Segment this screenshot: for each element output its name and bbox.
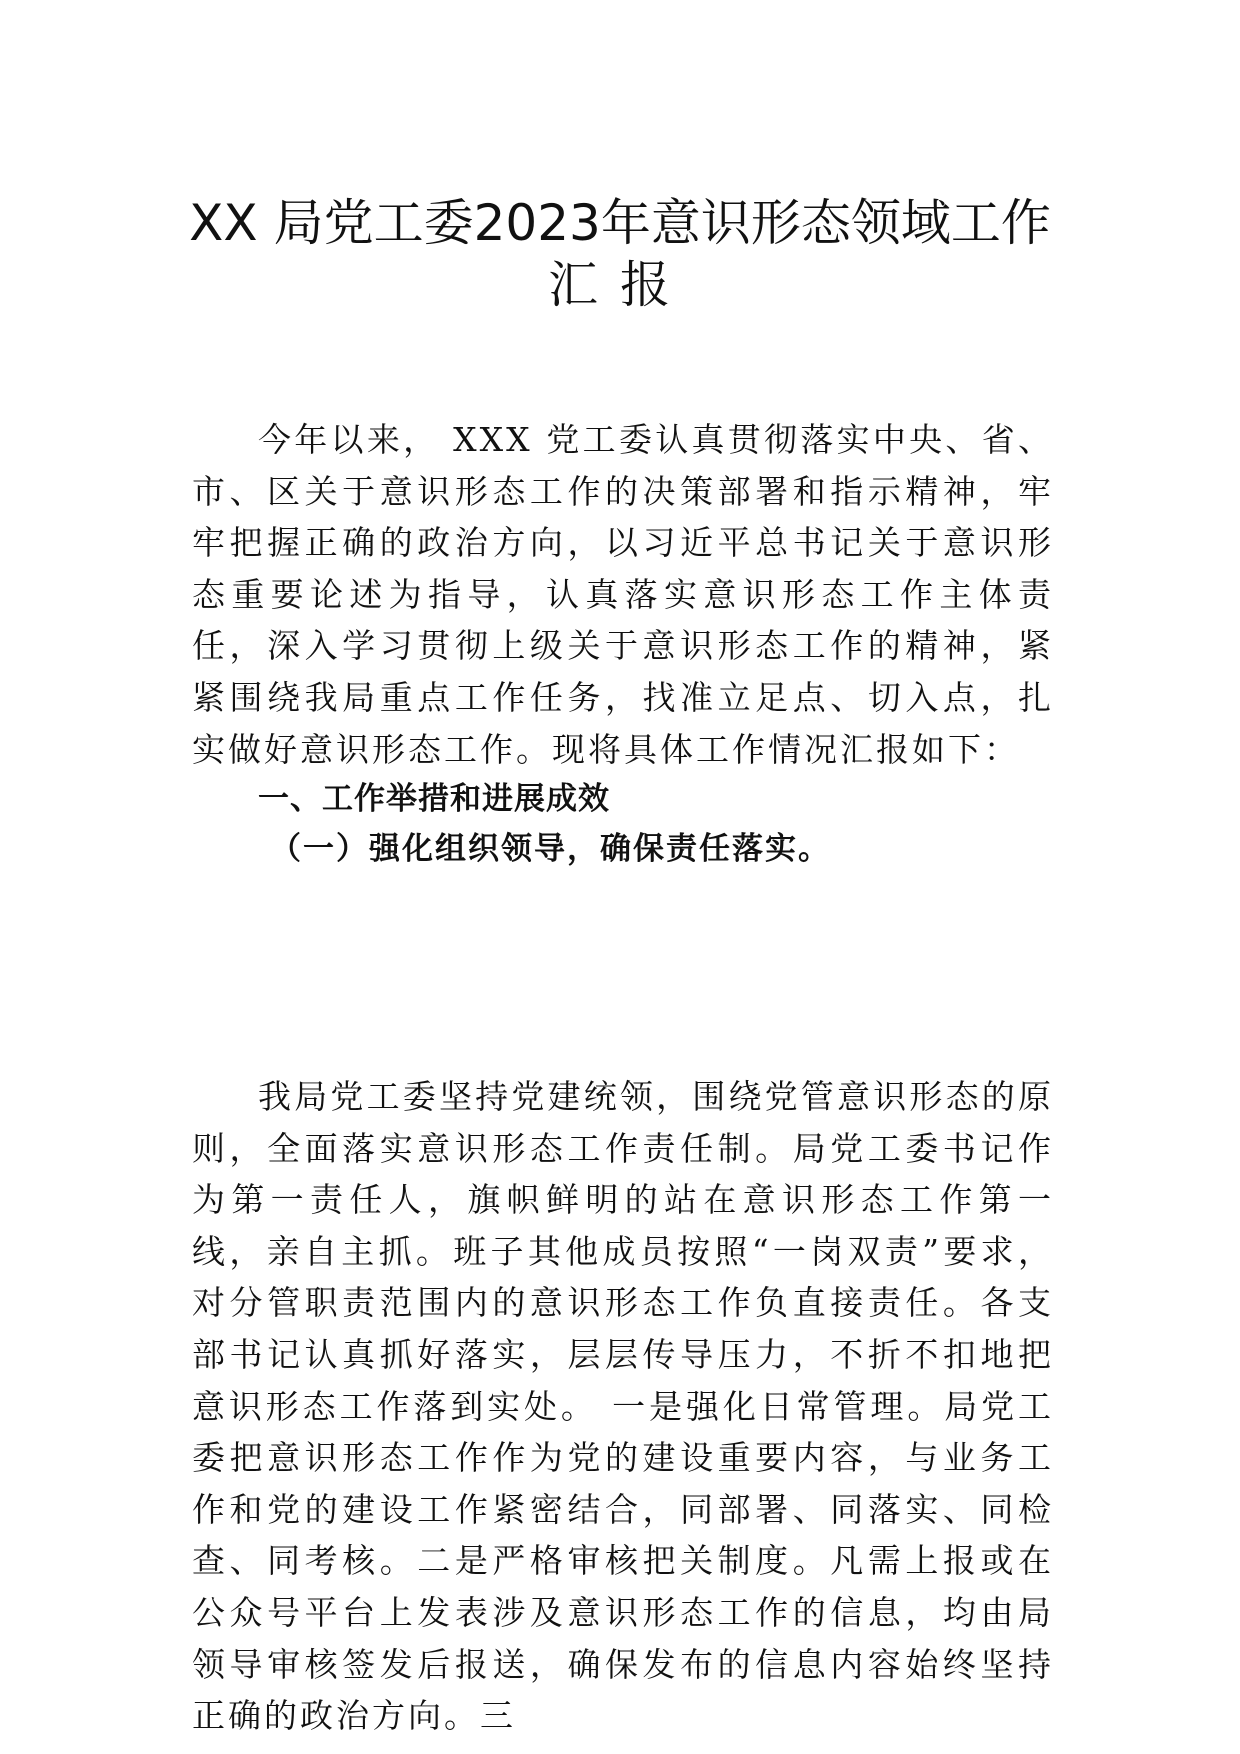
subsection-heading: （一）强化组织领导，确保责任落实。 (270, 831, 831, 867)
intro-paragraph: 今年以来， XXX 党工委认真贯彻落实中央、省、市、区关于意识形态工作的决策部署和指示精神，牢牢把握正确的政治方向，以习近平总书记关于意识形态重要论述为指导，认真落实意识形态工作主体责任，深入学习贯彻上级关于意识形态工作的精神，紧紧围绕我局重点工作任务，找准立足点、切入点，扎实做好意识形态工作。现将具体工作情况汇报如下： (192, 420, 1054, 769)
body-paragraph: 我局党工委坚持党建统领，围绕党管意识形态的原则，全面落实意识形态工作责任制。局党工委书记作为第一责任人，旗帜鲜明的站在意识形态工作第一线，亲自主抓。班子其他成员按照“一岗双责”要求，对分管职责范围内的意识形态工作负直接责任。各支部书记认真抓好落实，层层传导压力，不折不扣地把意识形态工作落到实处。 一是强化日常管理。局党工委把意识形态工作作为党的建设重要内容，与业务工作和党的建设工作紧密结合，同部署、同落实、同检查、同考核。二是严格审核把关制度。凡需上报或在公众号平台上发表涉及意识形态工作的信息，均由局领导审核签发后报送，确保发布的信息内容始终坚持正确的政治方向。三 (192, 1077, 1054, 1736)
document-title-line2: 汇报 (548, 256, 692, 314)
section-heading: 一、工作举措和进展成效 (258, 781, 610, 817)
document-title-line1: XX 局党工委2023年意识形态领域工作 (189, 194, 1051, 252)
